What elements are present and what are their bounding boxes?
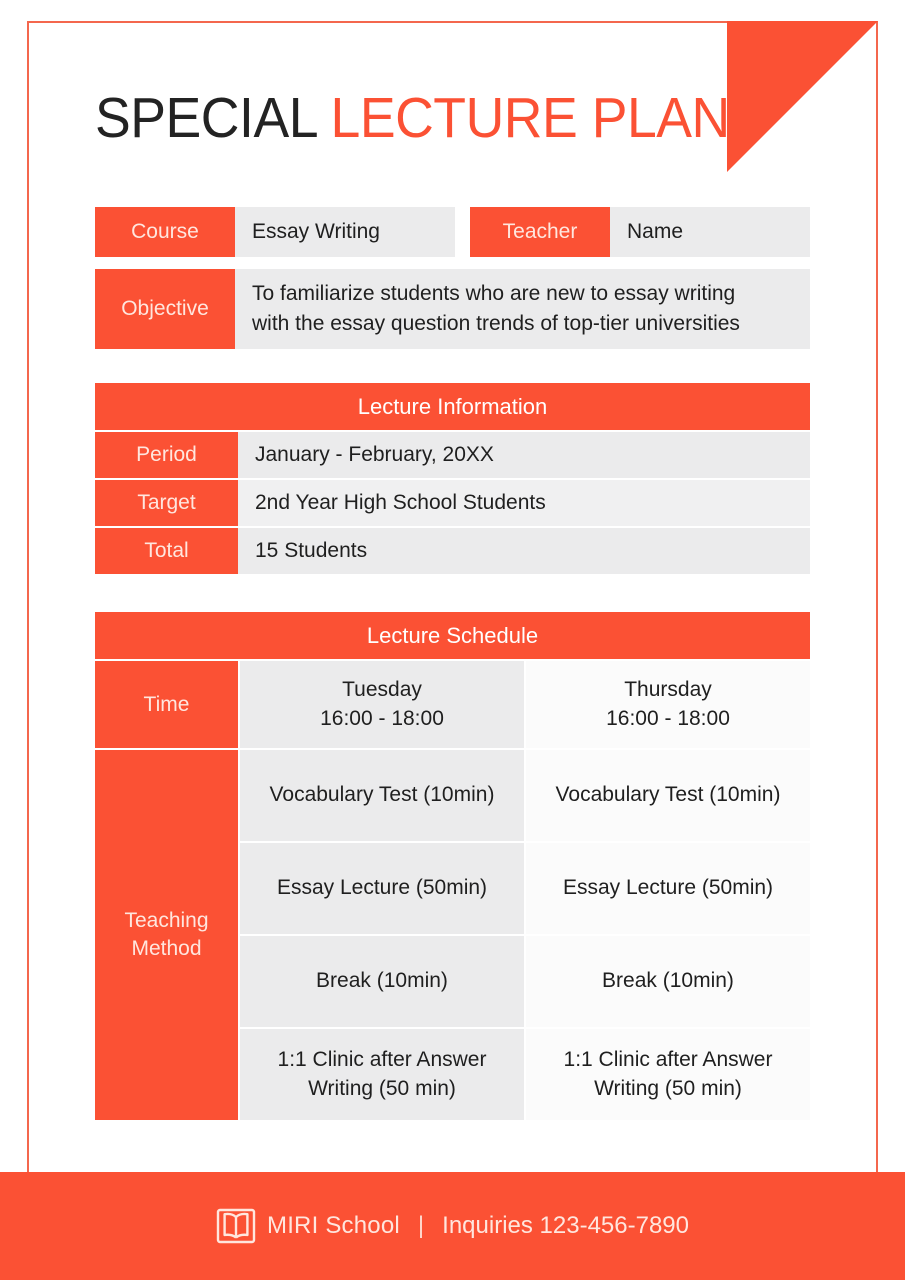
schedule-cell: Vocabulary Test (10min)	[238, 748, 524, 841]
footer-bar	[0, 1172, 905, 1280]
schedule-column-thursday	[524, 659, 810, 1120]
title-part-accent: LECTURE PLAN	[330, 86, 730, 150]
lecture-schedule-header: Lecture Schedule	[95, 612, 810, 659]
spacer	[455, 207, 470, 257]
period-label: Period	[95, 432, 238, 478]
period-value: January - February, 20XX	[238, 432, 810, 478]
thursday-time: 16:00 - 18:00	[606, 706, 730, 730]
page-title	[95, 78, 815, 158]
schedule-column-tuesday	[238, 659, 524, 1120]
inquiries-text: Inquiries 123-456-7890	[442, 1212, 689, 1239]
schedule-cell-line-1: 1:1 Clinic after Answer	[277, 1048, 487, 1072]
objective-line-2: with the essay question trends of top-tier universities	[252, 312, 740, 335]
teaching-method-label-line-2: Method	[131, 937, 202, 960]
schedule-cell: Break (10min)	[524, 934, 810, 1027]
table-row	[95, 430, 810, 478]
tuesday-day: Tuesday	[342, 677, 422, 701]
schedule-cell-line-2: Writing (50 min)	[594, 1076, 742, 1100]
course-teacher-row	[95, 207, 810, 257]
lecture-schedule-section	[95, 612, 810, 1120]
footer-separator: |	[417, 1212, 425, 1239]
course-info-block	[95, 207, 810, 349]
teaching-method-label	[95, 748, 238, 1120]
footer-content	[216, 1207, 689, 1245]
schedule-cell: Essay Lecture (50min)	[524, 841, 810, 934]
target-label: Target	[95, 480, 238, 526]
school-name: MIRI School	[267, 1212, 400, 1239]
course-value: Essay Writing	[235, 207, 455, 257]
title-part-dark: SPECIAL	[95, 86, 317, 150]
lecture-information-section	[95, 383, 810, 574]
objective-label: Objective	[95, 269, 235, 349]
time-label: Time	[95, 659, 238, 748]
tuesday-time: 16:00 - 18:00	[320, 706, 444, 730]
teacher-label: Teacher	[470, 207, 610, 257]
teaching-method-label-line-1: Teaching	[124, 908, 209, 932]
schedule-cell: Essay Lecture (50min)	[238, 841, 524, 934]
objective-value	[235, 269, 810, 349]
schedule-cell: Vocabulary Test (10min)	[524, 748, 810, 841]
objective-row	[95, 269, 810, 349]
lecture-information-header: Lecture Information	[95, 383, 810, 430]
table-row	[95, 526, 810, 574]
schedule-label-column	[95, 659, 238, 1120]
target-value: 2nd Year High School Students	[238, 480, 810, 526]
schedule-column-header-thursday	[524, 659, 810, 748]
open-book-icon	[216, 1207, 256, 1245]
course-label: Course	[95, 207, 235, 257]
schedule-table	[95, 659, 810, 1120]
thursday-day: Thursday	[624, 677, 712, 701]
schedule-cell: Break (10min)	[238, 934, 524, 1027]
total-label: Total	[95, 528, 238, 574]
schedule-cell-line-2: Writing (50 min)	[308, 1076, 456, 1100]
schedule-column-header-tuesday	[238, 659, 524, 748]
schedule-cell	[524, 1027, 810, 1120]
schedule-cell-line-1: 1:1 Clinic after Answer	[563, 1048, 773, 1072]
table-row	[95, 478, 810, 526]
teacher-value: Name	[610, 207, 810, 257]
objective-line-1: To familiarize students who are new to essay writing	[252, 282, 736, 306]
schedule-cell	[238, 1027, 524, 1120]
total-value: 15 Students	[238, 528, 810, 574]
